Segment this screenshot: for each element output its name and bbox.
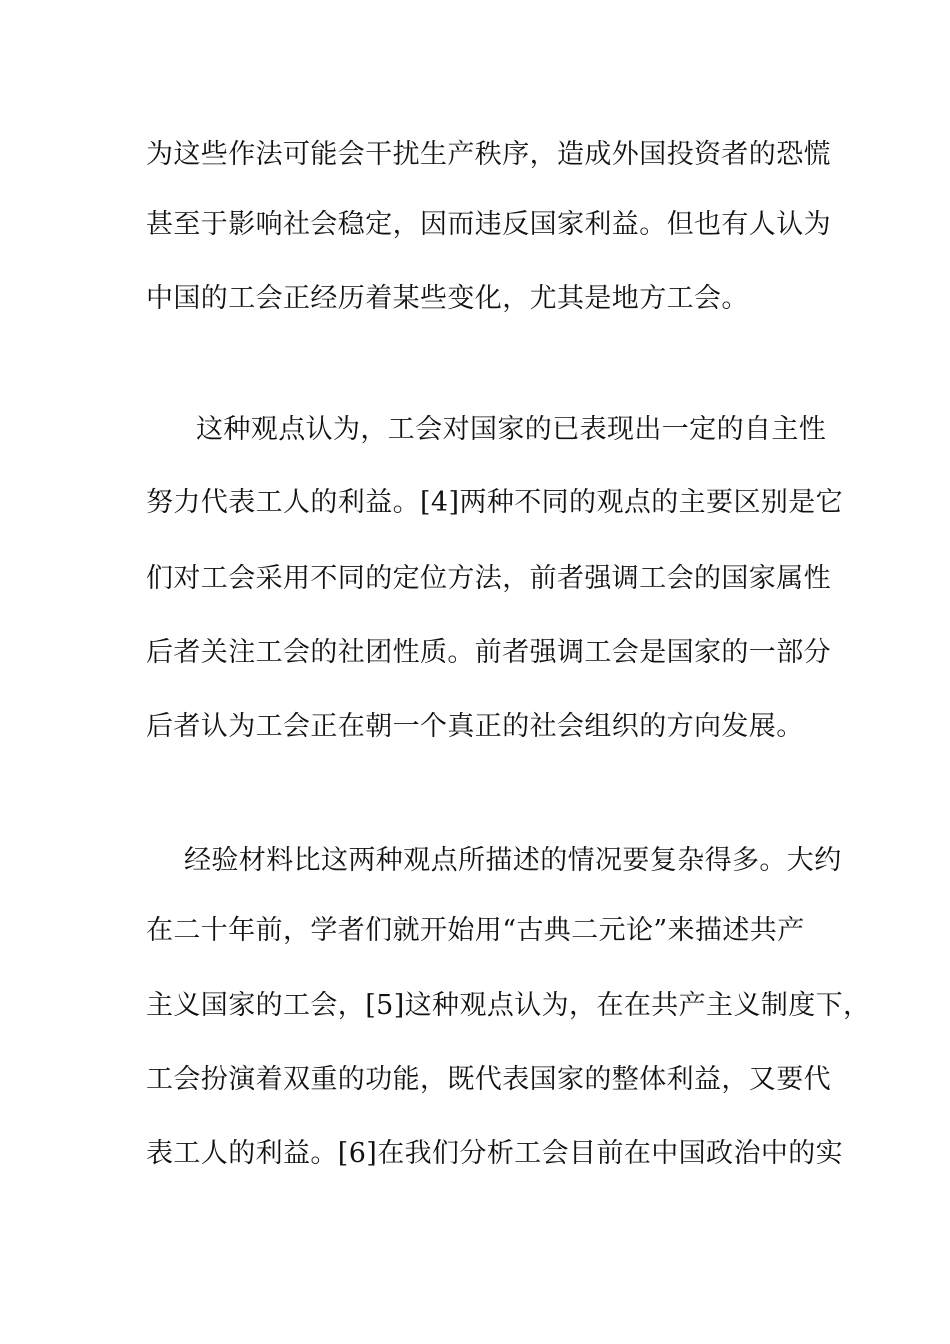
paragraph-2-line-5: 后者认为工会正在朝一个真正的社会组织的方向发展。 [146,711,804,742]
paragraph-3-line-3: 主义国家的工会，[5]这种观点认为，在在共产主义制度下， [146,990,871,1021]
paragraph-2-line-1: 这种观点认为，工会对国家的已表现出一定的自主性 [196,414,827,445]
paragraph-3-line-4: 工会扮演着双重的功能，既代表国家的整体利益，又要代 [146,1064,831,1095]
paragraph-3-line-2: 在二十年前，学者们就开始用“古典二元论”来描述共产 [146,915,805,946]
paragraph-3-line-5: 表工人的利益。[6]在我们分析工会目前在中国政治中的实 [146,1138,844,1169]
paragraph-2-line-3: 们对工会采用不同的定位方法，前者强调工会的国家属性 [146,563,831,594]
paragraph-1-line-2: 甚至于影响社会稳定，因而违反国家利益。但也有人认为 [146,209,831,240]
paragraph-1-line-3: 中国的工会正经历着某些变化，尤其是地方工会。 [146,283,749,314]
paragraph-3-line-1: 经验材料比这两种观点所描述的情况要复杂得多。大约 [184,845,842,876]
paragraph-2-line-4: 后者关注工会的社团性质。前者强调工会是国家的一部分 [146,637,831,668]
paragraph-1-line-1: 为这些作法可能会干扰生产秩序，造成外国投资者的恐慌 [146,139,831,170]
paragraph-2-line-2: 努力代表工人的利益。[4]两种不同的观点的主要区别是它 [146,487,844,518]
